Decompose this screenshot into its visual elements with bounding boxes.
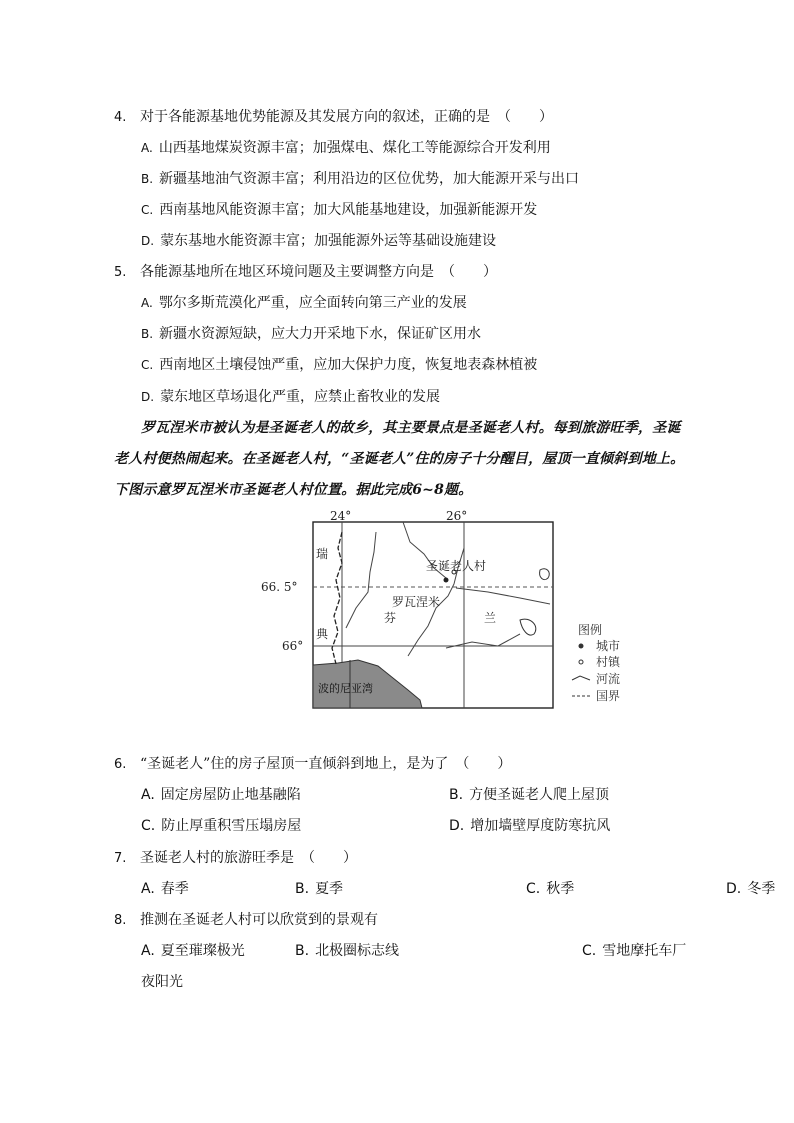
q5-option-a[interactable]: A. 鄂尔多斯荒漠化严重，应全面转向第三产业的发展 xyxy=(141,295,467,311)
q7-option-d[interactable]: D. 冬季 xyxy=(726,881,776,897)
legend-village-symbol xyxy=(579,660,583,664)
lon-label-24: 24° xyxy=(330,509,352,523)
legend-city-symbol xyxy=(579,644,584,649)
question-number: 8. xyxy=(114,913,127,928)
question-number: 6. xyxy=(114,757,127,772)
passage-line-1: 罗瓦涅米市被认为是圣诞老人的故乡，其主要景点是圣诞老人村。每到旅游旺季，圣诞 xyxy=(141,420,681,436)
question-number: 5. xyxy=(114,265,127,280)
q7-option-a[interactable]: A. 春季 xyxy=(141,881,189,897)
q4-option-a[interactable]: A. 山西基地煤炭资源丰富；加强煤电、煤化工等能源综合开发利用 xyxy=(141,140,551,156)
q5-option-d[interactable]: D. 蒙东地区草场退化严重，应禁止畜牧业的发展 xyxy=(141,389,441,405)
question-5-stem xyxy=(114,261,497,281)
legend-city: 城市 xyxy=(596,639,621,653)
label-sweden-2: 典 xyxy=(316,627,329,641)
question-4-stem xyxy=(114,106,553,126)
lon-label-26: 26° xyxy=(446,509,468,523)
question-7-stem xyxy=(114,847,357,867)
q6-option-d[interactable]: D. 增加墙壁厚度防寒抗风 xyxy=(449,818,611,834)
question-text: “圣诞老人”住的房子屋顶一直倾斜到地上，是为了 （ ） xyxy=(140,756,512,772)
city-marker xyxy=(444,578,449,583)
q4-option-c[interactable]: C. 西南基地风能资源丰富；加大风能基地建设，加强新能源开发 xyxy=(141,202,538,218)
q5-option-b[interactable]: B. 新疆水资源短缺，应大力开采地下水，保证矿区用水 xyxy=(141,326,482,342)
q4-option-d[interactable]: D. 蒙东基地水能资源丰富；加强能源外运等基础设施建设 xyxy=(141,233,497,249)
legend-village: 村镇 xyxy=(596,655,621,669)
legend-title: 图例 xyxy=(578,623,603,637)
label-santa-village: 圣诞老人村 xyxy=(426,559,487,573)
q8-option-b[interactable]: B. 北极圈标志线 xyxy=(295,943,400,959)
lat-label-66-5: 66. 5° xyxy=(261,580,298,594)
q7-option-c[interactable]: C. 秋季 xyxy=(526,881,575,897)
label-gulf: 波的尼亚湾 xyxy=(318,682,373,695)
legend-river: 河流 xyxy=(596,672,621,686)
q6-option-b[interactable]: B. 方便圣诞老人爬上屋顶 xyxy=(449,787,610,803)
map-figure xyxy=(258,508,650,710)
q4-option-b[interactable]: B. 新疆基地油气资源丰富；利用沿边的区位优势，加大能源开采与出口 xyxy=(141,171,580,187)
question-text: 各能源基地所在地区环境问题及主要调整方向是 （ ） xyxy=(140,264,497,280)
passage-line-3: 下图示意罗瓦涅米市圣诞老人村位置。据此完成6~8题。 xyxy=(114,482,473,498)
q8-option-a[interactable]: A. 夏至璀璨极光 xyxy=(141,943,245,959)
q8-overflow-text: 夜阳光 xyxy=(141,974,183,990)
label-sweden-1: 瑞 xyxy=(316,547,329,561)
question-text: 圣诞老人村的旅游旺季是 （ ） xyxy=(140,850,357,866)
legend-river-symbol xyxy=(572,676,590,680)
passage-line-2: 老人村便热闹起来。在圣诞老人村，“圣诞老人”住的房子十分醒目，屋顶一直倾斜到地上。 xyxy=(114,451,685,467)
label-finland-2: 兰 xyxy=(484,611,497,625)
question-number: 7. xyxy=(114,851,127,866)
question-text: 推测在圣诞老人村可以欣赏到的景观有 xyxy=(140,912,378,928)
q6-option-c[interactable]: C. 防止厚重积雪压塌房屋 xyxy=(141,818,302,834)
q6-option-a[interactable]: A. 固定房屋防止地基融陷 xyxy=(141,787,301,803)
lat-label-66: 66° xyxy=(282,639,304,653)
label-finland-1: 芬 xyxy=(384,611,397,625)
question-text: 对于各能源基地优势能源及其发展方向的叙述，正确的是 （ ） xyxy=(140,109,553,125)
question-6-stem xyxy=(114,753,511,773)
q8-option-c[interactable]: C. 雪地摩托车厂 xyxy=(582,943,687,959)
rovaniemi-map xyxy=(258,508,650,710)
q5-option-c[interactable]: C. 西南地区土壤侵蚀严重，应加大保护力度，恢复地表森林植被 xyxy=(141,357,538,373)
q7-option-b[interactable]: B. 夏季 xyxy=(295,881,344,897)
legend-border: 国界 xyxy=(596,689,621,703)
label-rovaniemi: 罗瓦涅米 xyxy=(392,595,441,609)
question-number: 4. xyxy=(114,110,127,125)
question-8-stem xyxy=(114,909,378,929)
